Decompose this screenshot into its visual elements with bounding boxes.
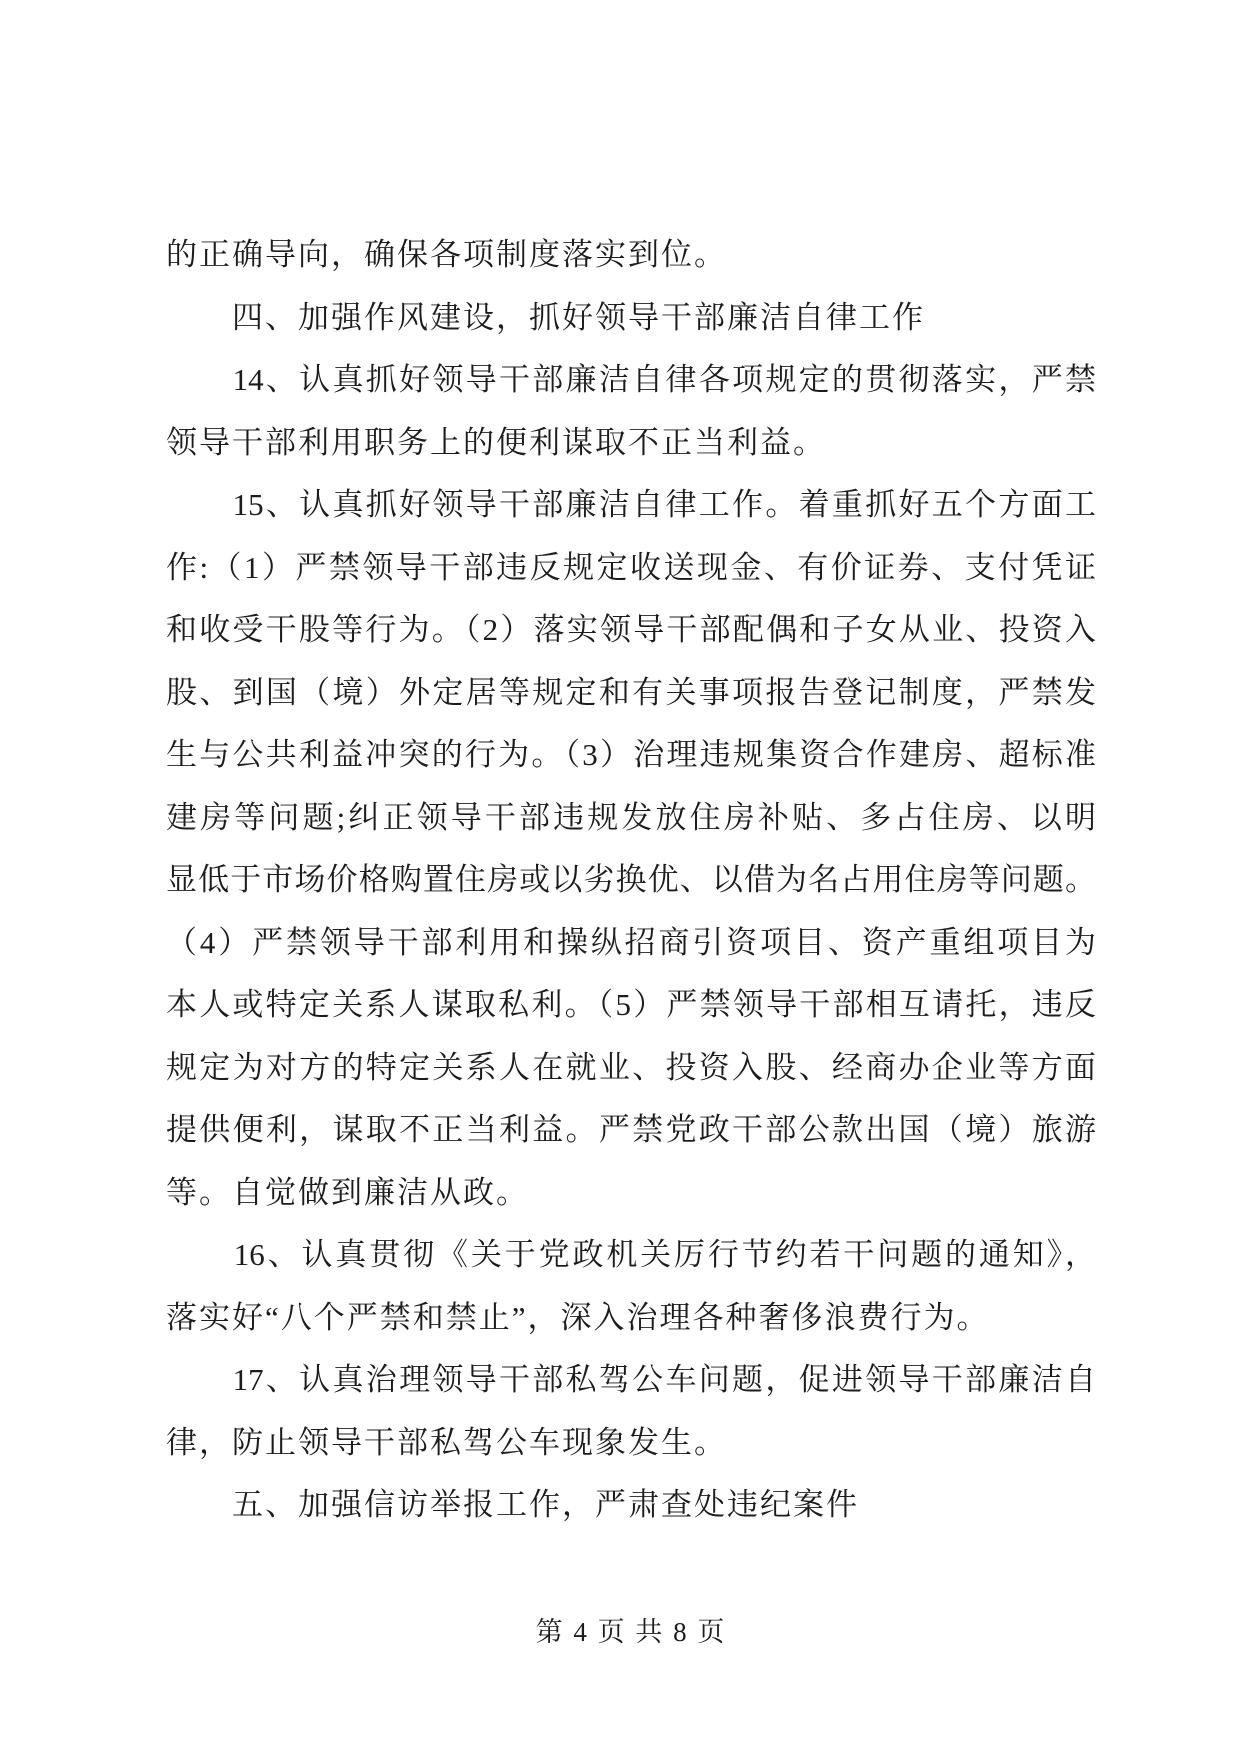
text-line: 律，防止领导干部私驾公车现象发生。 [166, 1424, 727, 1460]
text-line: 15、认真抓好领导干部廉洁自律工作。着重抓好五个方面工 [166, 487, 1096, 522]
text-line: 17、认真治理领导干部私驾公车问题，促进领导干部廉洁自 [166, 1362, 1096, 1397]
text-line: 规定为对方的特定关系人在就业、投资入股、经商办企业等方面 [166, 1049, 1096, 1085]
text-line: 的正确导向，确保各项制度落实到位。 [166, 237, 727, 272]
text-line: 落实好“八个严禁和禁止”，深入治理各种奢侈浪费行为。 [166, 1299, 990, 1335]
paragraph [166, 1224, 1096, 1349]
text-line: 显低于市场价格购置住房或以劣换优、以借为名占用住房等问题。 [166, 862, 1096, 897]
text-line: （4）严禁领导干部利用和操纵招商引资项目、资产重组项目为 [166, 924, 1096, 960]
paragraph [166, 474, 1096, 1224]
text-line: 建房等问题;纠正领导干部违规发放住房补贴、多占住房、以明 [166, 799, 1096, 835]
page-footer: 第 4 页 共 8 页 [535, 1617, 727, 1647]
text-line: 作:（1）严禁领导干部违反规定收送现金、有价证券、支付凭证 [166, 549, 1096, 585]
paragraph [166, 287, 1096, 350]
text-line: 提供便利，谋取不正当利益。严禁党政干部公款出国（境）旅游 [166, 1112, 1096, 1147]
text-line: 16、认真贯彻《关于党政机关厉行节约若干问题的通知》， [166, 1237, 1096, 1272]
text-line: 五、加强信访举报工作，严肃查处违纪案件 [166, 1487, 859, 1522]
text-line: 等。自觉做到廉洁从政。 [166, 1174, 529, 1210]
text-line: 14、认真抓好领导干部廉洁自律各项规定的贯彻落实，严禁 [166, 362, 1096, 397]
text-line: 生与公共利益冲突的行为。（3）治理违规集资合作建房、超标准 [166, 737, 1096, 772]
paragraph [166, 224, 1096, 287]
paragraph [166, 1349, 1096, 1474]
text-line: 领导干部利用职务上的便利谋取不正当利益。 [166, 424, 826, 460]
text-line: 和收受干股等行为。（2）落实领导干部配偶和子女从业、投资入 [166, 612, 1096, 647]
text-line: 本人或特定关系人谋取私利。（5）严禁领导干部相互请托，违反 [166, 987, 1096, 1022]
document-body [166, 224, 1096, 1537]
paragraph [166, 1474, 1096, 1537]
text-line: 四、加强作风建设，抓好领导干部廉洁自律工作 [166, 299, 925, 335]
paragraph [166, 349, 1096, 474]
text-line: 股、到国（境）外定居等规定和有关事项报告登记制度，严禁发 [166, 674, 1096, 710]
